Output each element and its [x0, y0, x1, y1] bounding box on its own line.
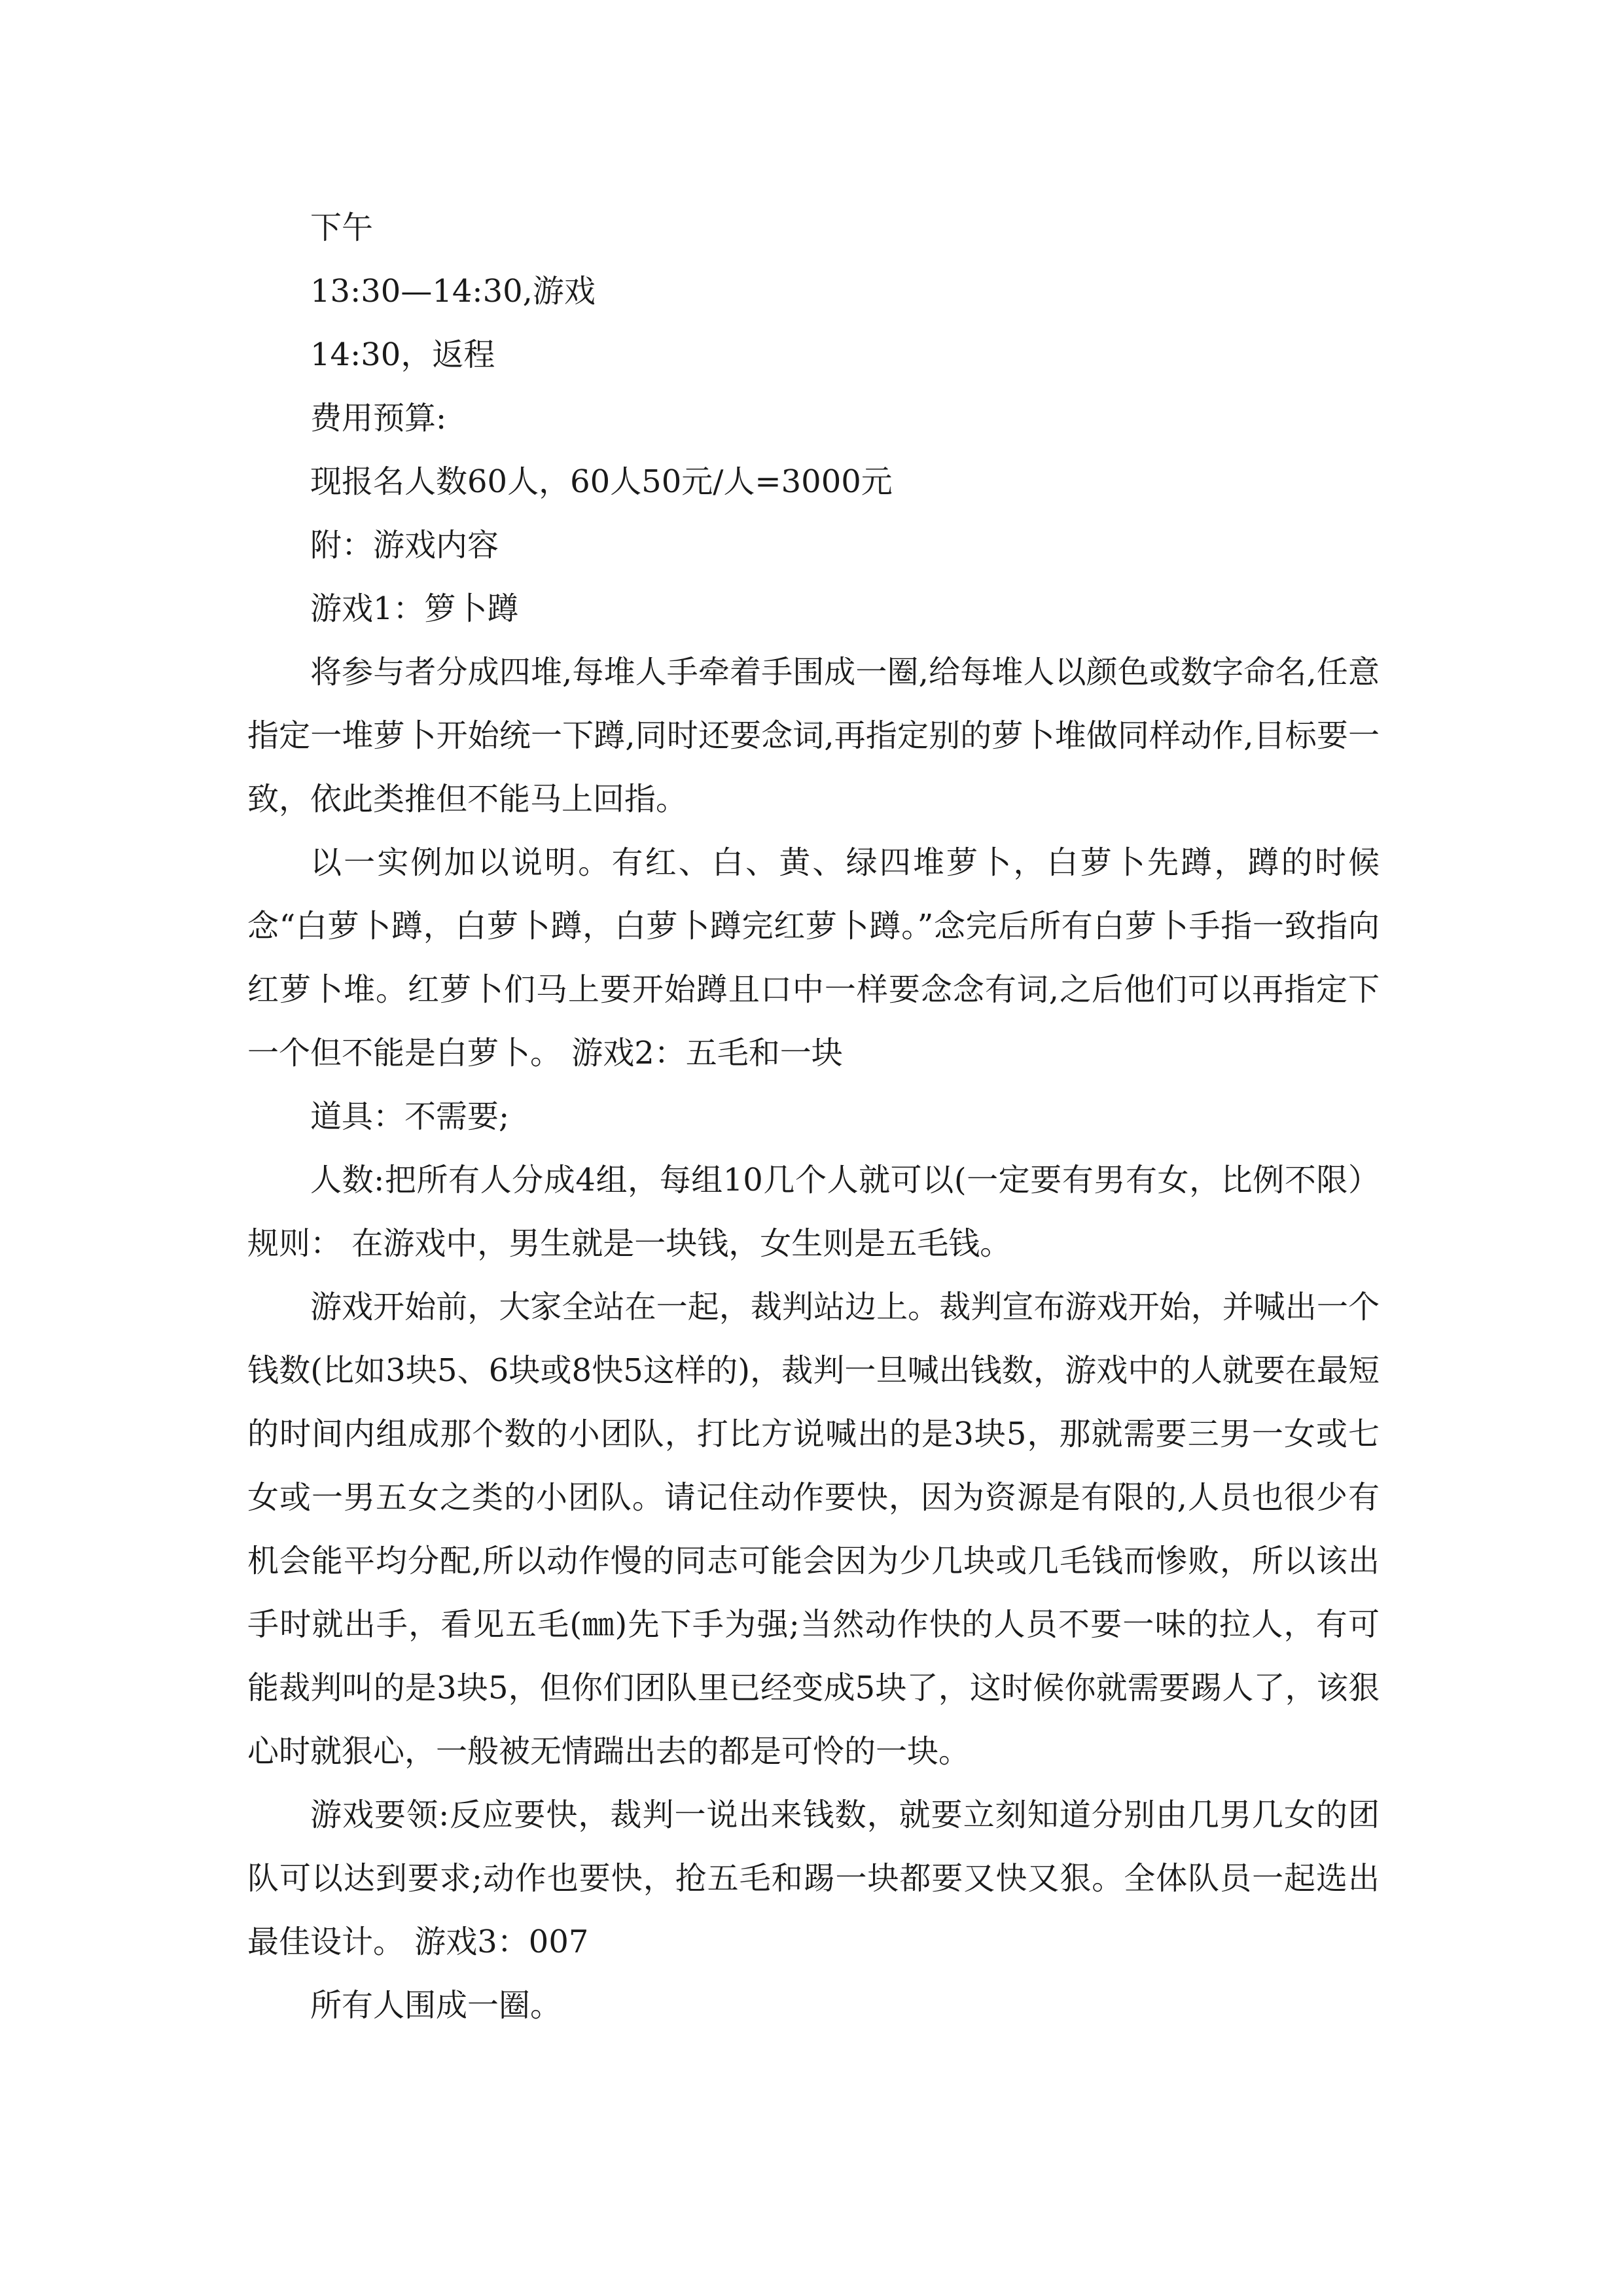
- paragraph-game1-example: 以一实例加以说明。有红、白、黄、绿四堆萝卜，白萝卜先蹲，蹲的时候念“白萝卜蹲，白萝卜蹲，白萝卜蹲完红萝卜蹲。”念完后所有白萝卜手指一致指向红萝卜堆。红萝卜们马上要开始蹲且口中一样要念念有词,之后他们可以再指定下一个但不能是白萝卜。 游戏2：五毛和一块: [247, 844, 1380, 1071]
- paragraph-game1-title: 游戏1：箩卜蹲: [310, 590, 519, 627]
- paragraph-appendix-heading: 附：游戏内容: [310, 527, 499, 564]
- paragraph-schedule-games: 13:30—14:30,游戏: [310, 273, 596, 310]
- paragraph-game2-procedure: 游戏开始前，大家全站在一起，裁判站边上。裁判宣布游戏开始，并喊出一个钱数(比如3块5、6块或8快5这样的)，裁判一旦喊出钱数，游戏中的人就要在最短的时间内组成那个数的小团队，打比方说喊出的是3块5，那就需要三男一女或七女或一男五女之类的小团队。请记住动作要快，因为资源是有限的,人员也很少有机会能平均分配,所以动作慢的同志可能会因为少几块或几毛钱而惨败，所以该出手时就出手，看见五毛(㎜)先下手为强;当然动作快的人员不要一味的拉人，有可能裁判叫的是3块5，但你们团队里已经变成5块了，这时候你就需要踢人了，该狠心时就狠心，一般被无情踹出去的都是可怜的一块。: [247, 1289, 1380, 1770]
- paragraph-schedule-return: 14:30，返程: [310, 336, 495, 373]
- paragraph-game3-setup: 所有人围成一圈。: [310, 1987, 562, 2024]
- paragraph-budget-detail: 现报名人数60人，60人50元/人=3000元: [310, 463, 893, 500]
- paragraph-game2-props: 道具：不需要;: [310, 1098, 510, 1135]
- paragraph-game1-rules: 将参与者分成四堆,每堆人手牵着手围成一圈,给每堆人以颜色或数字命名,任意指定一堆萝卜开始统一下蹲,同时还要念词,再指定别的萝卜堆做同样动作,目标要一致，依此类推但不能马上回指。: [247, 654, 1380, 817]
- paragraph-game2-players: 人数:把所有人分成4组，每组10几个人就可以(一定要有男有女，比例不限）规则： 在游戏中，男生就是一块钱，女生则是五毛钱。: [247, 1162, 1380, 1262]
- paragraph-budget-heading: 费用预算:: [310, 400, 447, 437]
- paragraph-game2-tips: 游戏要领:反应要快，裁判一说出来钱数，就要立刻知道分别由几男几女的团队可以达到要求;动作也要快，抢五毛和踢一块都要又快又狠。全体队员一起选出最佳设计。 游戏3：007: [247, 1797, 1380, 1960]
- document-body: [247, 196, 1380, 2037]
- paragraph-afternoon: 下午: [310, 209, 374, 246]
